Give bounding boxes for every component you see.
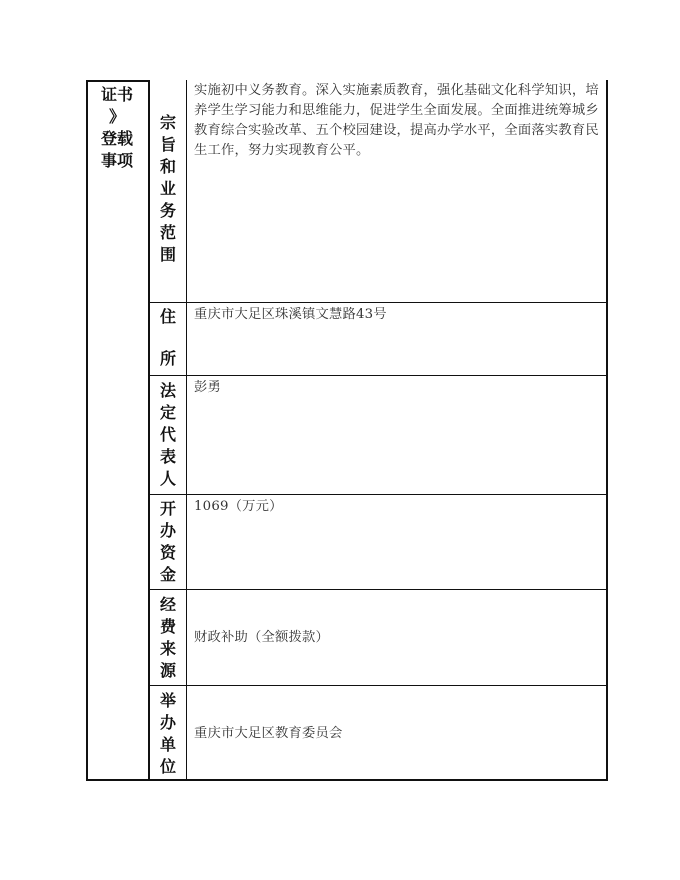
row-divider: [148, 685, 608, 686]
section-label-line: 事项: [100, 151, 133, 170]
row-value-founding-capital: 1069（万元）: [194, 499, 283, 514]
row-label-legal-representative: 法 定 代 表 人: [159, 381, 176, 488]
row-divider: [148, 494, 608, 495]
row-label-address: 住 所: [159, 307, 176, 368]
section-label-line: 登载: [100, 129, 133, 148]
section-label-line: 证书: [100, 85, 133, 104]
row-label-sponsor: 举 办 单 位: [159, 691, 176, 776]
row-divider: [148, 302, 608, 303]
row-value-address: 重庆市大足区珠溪镇文慧路43号: [194, 307, 387, 322]
row-value-sponsor: 重庆市大足区教育委员会: [194, 726, 343, 741]
row-divider: [148, 375, 608, 376]
row-value-funding-source: 财政补助（全额拨款）: [194, 630, 329, 645]
table-border-right: [606, 80, 608, 781]
table-border-left: [86, 80, 88, 781]
row-value-purpose-scope: 实施初中义务教育。深入实施素质教育，强化基础文化科学知识，培养学生学习能力和思维能力，促进学生全面发展。全面推进统筹城乡教育综合实验改革、五个校园建设，提高办学水平，全面落实教育民生工作，努力实现教育公平。: [194, 83, 599, 158]
table-border-top: [86, 80, 148, 82]
row-divider: [148, 589, 608, 590]
table-border-bottom: [86, 779, 608, 781]
row-label-founding-capital: 开 办 资 金: [159, 499, 176, 584]
section-label: [86, 84, 148, 172]
row-label-funding-source: 经 费 来 源: [159, 595, 176, 680]
row-label-purpose-scope: 宗 旨 和 业 务 范 围: [159, 113, 176, 264]
row-value-legal-representative: 彭勇: [194, 380, 221, 395]
section-label-line: 》: [108, 107, 125, 126]
